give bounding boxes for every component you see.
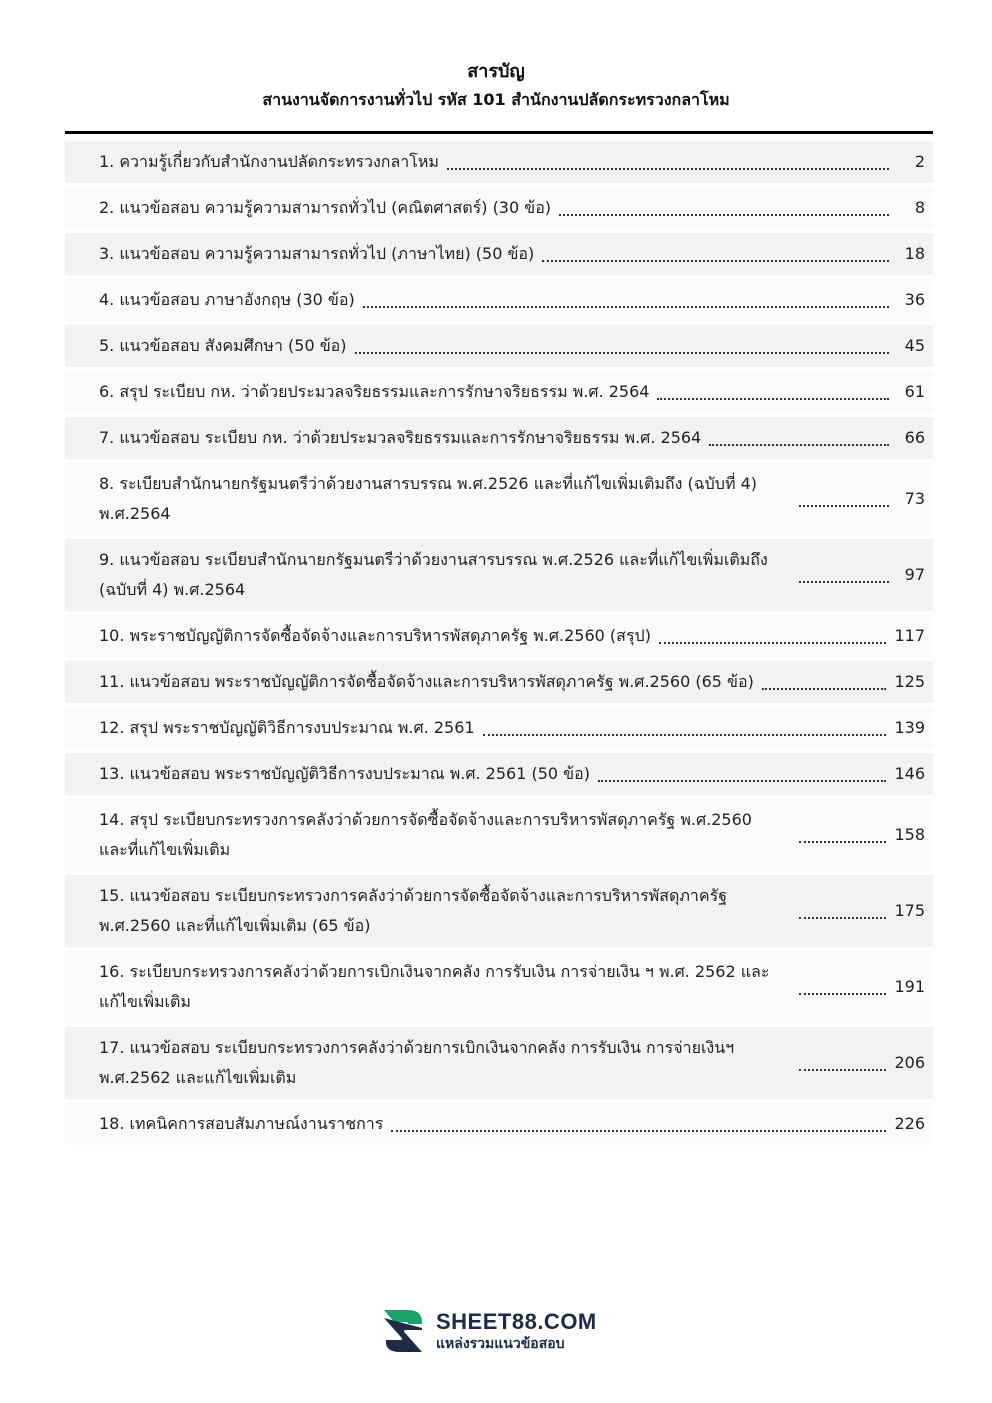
toc-entry-label: 12. สรุป พระราชบัญญัติวิธีการงบประมาณ พ.ศ. 2561 [99, 718, 475, 737]
toc-leader-dots [799, 505, 889, 507]
toc-row[interactable] [65, 417, 933, 459]
document-header [0, 58, 992, 114]
brand-name: SHEET88.COM [436, 1309, 597, 1334]
page-subtitle: สานงานจัดการงานทั่วไป รหัส 101 สำนักงานปลัดกระทรวงกลาโหม [262, 90, 730, 109]
toc-row[interactable] [65, 875, 933, 947]
toc-entry-label: 11. แนวข้อสอบ พระราชบัญญัติการจัดซื้อจัดจ้างและการบริหารพัสดุภาครัฐ พ.ศ.2560 (65 ข้อ) [99, 672, 754, 691]
toc-entry-label: 9. แนวข้อสอบ ระเบียบสำนักนายกรัฐมนตรีว่าด้วยงานสารบรรณ พ.ศ.2526 และที่แก้ไขเพิ่มเติมถึง (ฉบับที่ 4) พ.ศ.2564 [99, 550, 768, 599]
toc-entry-label: 17. แนวข้อสอบ ระเบียบกระทรวงการคลังว่าด้วยการเบิกเงินจากคลัง การรับเงิน การจ่ายเงินฯ พ.ศ.2562 และแก้ไขเพิ่มเติม [99, 1038, 735, 1087]
toc-entry-label: 10. พระราชบัญญัติการจัดซื้อจัดจ้างและการบริหารพัสดุภาครัฐ พ.ศ.2560 (สรุป) [99, 626, 651, 645]
toc-page-number: 175 [894, 901, 925, 920]
toc-leader-dots [799, 841, 886, 843]
toc-entry-label: 7. แนวข้อสอบ ระเบียบ กห. ว่าด้วยประมวลจริยธรรมและการรักษาจริยธรรม พ.ศ. 2564 [99, 428, 702, 447]
page-title: สารบัญ [467, 61, 525, 82]
toc-page-number: 45 [904, 336, 925, 355]
toc-leader-dots [799, 1069, 886, 1071]
toc-entry-label: 4. แนวข้อสอบ ภาษาอังกฤษ (30 ข้อ) [99, 290, 355, 309]
toc-page-number: 73 [904, 489, 925, 508]
toc-page-number: 117 [894, 626, 925, 645]
toc-row[interactable] [65, 325, 933, 367]
header-divider [65, 131, 933, 134]
toc-entry-label: 1. ความรู้เกี่ยวกับสำนักงานปลัดกระทรวงกลาโหม [99, 152, 439, 171]
toc-leader-dots [447, 168, 889, 170]
toc-row[interactable] [65, 799, 933, 871]
toc-leader-dots [657, 398, 889, 400]
toc-leader-dots [799, 993, 886, 995]
toc-row[interactable] [65, 371, 933, 413]
toc-leader-dots [391, 1130, 886, 1132]
toc-page-number: 191 [894, 977, 925, 996]
toc-leader-dots [598, 780, 887, 782]
toc-page-number: 125 [894, 672, 925, 691]
toc-leader-dots [799, 917, 886, 919]
toc-row[interactable] [65, 951, 933, 1023]
toc-row[interactable] [65, 141, 933, 183]
toc-row[interactable] [65, 1103, 933, 1145]
toc-row[interactable] [65, 615, 933, 657]
toc-row[interactable] [65, 539, 933, 611]
toc-leader-dots [799, 581, 889, 583]
toc-row[interactable] [65, 1027, 933, 1099]
toc-row[interactable] [65, 187, 933, 229]
toc-entry-label: 8. ระเบียบสำนักนายกรัฐมนตรีว่าด้วยงานสารบรรณ พ.ศ.2526 และที่แก้ไขเพิ่มเติมถึง (ฉบับที่ 4) พ.ศ.2564 [99, 474, 757, 523]
table-of-contents [65, 141, 933, 1149]
toc-page-number: 146 [894, 764, 925, 783]
toc-entry-label: 3. แนวข้อสอบ ความรู้ความสามารถทั่วไป (ภาษาไทย) (50 ข้อ) [99, 244, 535, 263]
toc-row[interactable] [65, 233, 933, 275]
toc-entry-label: 18. เทคนิคการสอบสัมภาษณ์งานราชการ [99, 1114, 384, 1133]
toc-entry-label: 15. แนวข้อสอบ ระเบียบกระทรวงการคลังว่าด้วยการจัดซื้อจัดจ้างและการบริหารพัสดุภาครัฐ พ.ศ.2560 และที่แก้ไขเพิ่มเติม (65 ข้อ) [99, 886, 728, 935]
toc-leader-dots [659, 642, 887, 644]
toc-row[interactable] [65, 463, 933, 535]
toc-page-number: 139 [894, 718, 925, 737]
toc-leader-dots [542, 260, 889, 262]
brand-text [436, 1310, 597, 1352]
toc-entry-label: 5. แนวข้อสอบ สังคมศึกษา (50 ข้อ) [99, 336, 347, 355]
toc-page-number: 97 [904, 565, 925, 584]
toc-page-number: 36 [904, 290, 925, 309]
brand-tagline: แหล่งรวมแนวข้อสอบ [436, 1335, 565, 1351]
toc-leader-dots [363, 306, 889, 308]
toc-entry-label: 13. แนวข้อสอบ พระราชบัญญัติวิธีการงบประมาณ พ.ศ. 2561 (50 ข้อ) [99, 764, 590, 783]
toc-leader-dots [559, 214, 889, 216]
toc-leader-dots [762, 688, 887, 690]
footer-logo [378, 1304, 618, 1358]
toc-entry-label: 14. สรุป ระเบียบกระทรวงการคลังว่าด้วยการจัดซื้อจัดจ้างและการบริหารพัสดุภาครัฐ พ.ศ.2560 และที่แก้ไขเพิ่มเติม [99, 810, 752, 859]
toc-leader-dots [483, 734, 887, 736]
toc-page-number: 2 [914, 152, 925, 171]
toc-entry-label: 2. แนวข้อสอบ ความรู้ความสามารถทั่วไป (คณิตศาสตร์) (30 ข้อ) [99, 198, 552, 217]
toc-page-number: 61 [904, 382, 925, 401]
toc-page-number: 206 [894, 1053, 925, 1072]
sheet88-s-logo-icon [378, 1306, 428, 1356]
toc-page-number: 226 [894, 1114, 925, 1133]
toc-row[interactable] [65, 661, 933, 703]
toc-page-number: 8 [914, 198, 925, 217]
toc-entry-label: 6. สรุป ระเบียบ กห. ว่าด้วยประมวลจริยธรรมและการรักษาจริยธรรม พ.ศ. 2564 [99, 382, 650, 401]
toc-leader-dots [355, 352, 889, 354]
toc-page-number: 18 [904, 244, 925, 263]
toc-row[interactable] [65, 707, 933, 749]
toc-row[interactable] [65, 753, 933, 795]
toc-row[interactable] [65, 279, 933, 321]
toc-page-number: 66 [904, 428, 925, 447]
toc-page-number: 158 [894, 825, 925, 844]
toc-entry-label: 16. ระเบียบกระทรวงการคลังว่าด้วยการเบิกเงินจากคลัง การรับเงิน การจ่ายเงิน ฯ พ.ศ. 2562 และแก้ไขเพิ่มเติม [99, 962, 770, 1011]
toc-leader-dots [709, 444, 889, 446]
